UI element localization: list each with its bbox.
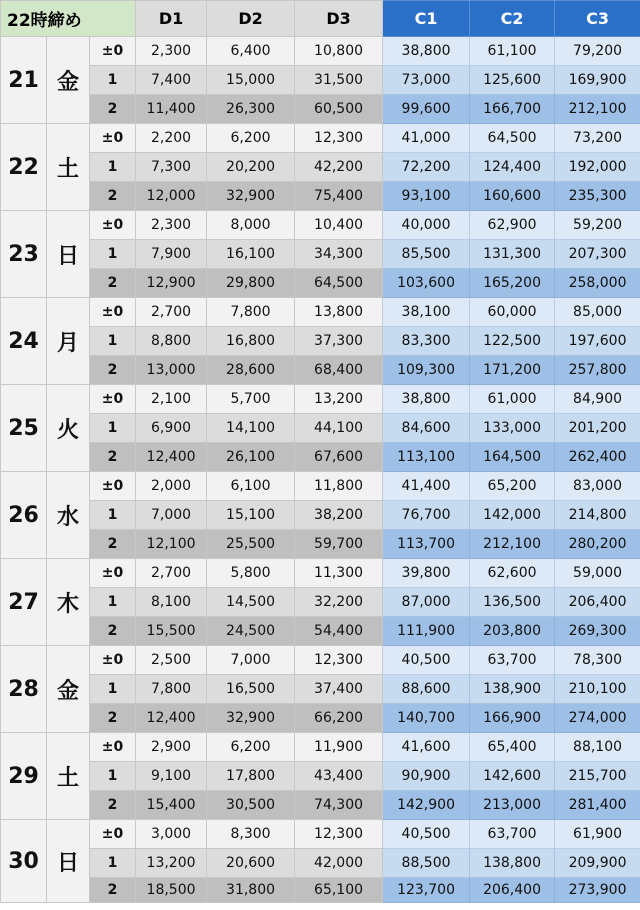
d2-value-cell: 5,800 (207, 559, 295, 588)
d1-value-cell: 18,500 (136, 878, 207, 903)
date-cell: 23 (1, 211, 47, 298)
offset-cell: 2 (90, 530, 136, 559)
offset-cell: 2 (90, 704, 136, 733)
c1-value-cell: 39,800 (383, 559, 470, 588)
date-cell: 27 (1, 559, 47, 646)
c3-value-cell: 84,900 (555, 385, 640, 414)
d2-value-cell: 6,200 (207, 733, 295, 762)
table-row (1, 820, 640, 849)
c1-value-cell: 142,900 (383, 791, 470, 820)
date-cell: 28 (1, 646, 47, 733)
d2-value-cell: 8,000 (207, 211, 295, 240)
c2-value-cell: 131,300 (470, 240, 555, 269)
offset-cell: 1 (90, 240, 136, 269)
c3-value-cell: 59,200 (555, 211, 640, 240)
d2-value-cell: 16,100 (207, 240, 295, 269)
offset-cell: 1 (90, 66, 136, 95)
d3-value-cell: 12,300 (295, 820, 383, 849)
d1-value-cell: 2,300 (136, 37, 207, 66)
d3-value-cell: 75,400 (295, 182, 383, 211)
offset-cell: 2 (90, 269, 136, 298)
c1-value-cell: 93,100 (383, 182, 470, 211)
d1-value-cell: 7,800 (136, 675, 207, 704)
c3-value-cell: 273,900 (555, 878, 640, 903)
c1-value-cell: 41,000 (383, 124, 470, 153)
table-row (1, 617, 640, 646)
offset-cell: 2 (90, 182, 136, 211)
c2-value-cell: 65,400 (470, 733, 555, 762)
table-row (1, 37, 640, 66)
d3-value-cell: 32,200 (295, 588, 383, 617)
c3-value-cell: 214,800 (555, 501, 640, 530)
d1-value-cell: 9,100 (136, 762, 207, 791)
c3-value-cell: 78,300 (555, 646, 640, 675)
d3-value-cell: 60,500 (295, 95, 383, 124)
c2-value-cell: 213,000 (470, 791, 555, 820)
table-row (1, 733, 640, 762)
table-row (1, 791, 640, 820)
c3-value-cell: 280,200 (555, 530, 640, 559)
c2-value-cell: 212,100 (470, 530, 555, 559)
c2-value-cell: 62,900 (470, 211, 555, 240)
d3-value-cell: 42,200 (295, 153, 383, 182)
d1-value-cell: 7,300 (136, 153, 207, 182)
c1-value-cell: 113,700 (383, 530, 470, 559)
table-row (1, 472, 640, 501)
table-row (1, 356, 640, 385)
weekday-cell: 金 (47, 646, 90, 733)
table-row (1, 530, 640, 559)
c2-value-cell: 165,200 (470, 269, 555, 298)
d1-value-cell: 3,000 (136, 820, 207, 849)
c3-value-cell: 61,900 (555, 820, 640, 849)
d3-value-cell: 12,300 (295, 124, 383, 153)
c3-value-cell: 85,000 (555, 298, 640, 327)
c1-value-cell: 40,000 (383, 211, 470, 240)
offset-cell: ±0 (90, 124, 136, 153)
d1-value-cell: 2,200 (136, 124, 207, 153)
table-body (1, 37, 640, 903)
c2-value-cell: 160,600 (470, 182, 555, 211)
column-header-d1: D1 (136, 1, 207, 37)
c3-value-cell: 235,300 (555, 182, 640, 211)
date-cell: 25 (1, 385, 47, 472)
table-row (1, 211, 640, 240)
d2-value-cell: 20,200 (207, 153, 295, 182)
d1-value-cell: 15,500 (136, 617, 207, 646)
date-cell: 26 (1, 472, 47, 559)
c2-value-cell: 171,200 (470, 356, 555, 385)
table-row (1, 414, 640, 443)
c3-value-cell: 206,400 (555, 588, 640, 617)
d2-value-cell: 26,100 (207, 443, 295, 472)
c3-value-cell: 274,000 (555, 704, 640, 733)
c1-value-cell: 76,700 (383, 501, 470, 530)
offset-cell: 1 (90, 414, 136, 443)
c3-value-cell: 201,200 (555, 414, 640, 443)
weekday-cell: 金 (47, 37, 90, 124)
d3-value-cell: 11,800 (295, 472, 383, 501)
d2-value-cell: 16,500 (207, 675, 295, 704)
c2-value-cell: 122,500 (470, 327, 555, 356)
c2-value-cell: 124,400 (470, 153, 555, 182)
c1-value-cell: 41,400 (383, 472, 470, 501)
c1-value-cell: 38,100 (383, 298, 470, 327)
table-row (1, 182, 640, 211)
table-row (1, 646, 640, 675)
d3-value-cell: 43,400 (295, 762, 383, 791)
c3-value-cell: 73,200 (555, 124, 640, 153)
c2-value-cell: 166,700 (470, 95, 555, 124)
d2-value-cell: 6,400 (207, 37, 295, 66)
offset-cell: 1 (90, 762, 136, 791)
c2-value-cell: 125,600 (470, 66, 555, 95)
offset-cell: 1 (90, 501, 136, 530)
table-row (1, 443, 640, 472)
c3-value-cell: 257,800 (555, 356, 640, 385)
d2-value-cell: 20,600 (207, 849, 295, 878)
c1-value-cell: 40,500 (383, 646, 470, 675)
d3-value-cell: 12,300 (295, 646, 383, 675)
d1-value-cell: 6,900 (136, 414, 207, 443)
offset-cell: 1 (90, 588, 136, 617)
d1-value-cell: 11,400 (136, 95, 207, 124)
d2-value-cell: 30,500 (207, 791, 295, 820)
c1-value-cell: 84,600 (383, 414, 470, 443)
c1-value-cell: 85,500 (383, 240, 470, 269)
table-row (1, 240, 640, 269)
d3-value-cell: 31,500 (295, 66, 383, 95)
d3-value-cell: 74,300 (295, 791, 383, 820)
c2-value-cell: 203,800 (470, 617, 555, 646)
d2-value-cell: 26,300 (207, 95, 295, 124)
weekday-cell: 土 (47, 733, 90, 820)
c3-value-cell: 210,100 (555, 675, 640, 704)
offset-cell: 1 (90, 327, 136, 356)
offset-cell: ±0 (90, 559, 136, 588)
c2-value-cell: 64,500 (470, 124, 555, 153)
d1-value-cell: 2,300 (136, 211, 207, 240)
header-row (1, 1, 640, 37)
d1-value-cell: 2,700 (136, 298, 207, 327)
c1-value-cell: 90,900 (383, 762, 470, 791)
column-header-c2: C2 (470, 1, 555, 37)
c3-value-cell: 192,000 (555, 153, 640, 182)
d1-value-cell: 2,100 (136, 385, 207, 414)
c1-value-cell: 73,000 (383, 66, 470, 95)
offset-cell: 1 (90, 849, 136, 878)
weekday-cell: 土 (47, 124, 90, 211)
offset-cell: ±0 (90, 646, 136, 675)
c2-value-cell: 166,900 (470, 704, 555, 733)
table-row (1, 327, 640, 356)
c2-value-cell: 63,700 (470, 646, 555, 675)
d2-value-cell: 16,800 (207, 327, 295, 356)
c2-value-cell: 60,000 (470, 298, 555, 327)
c3-value-cell: 207,300 (555, 240, 640, 269)
offset-cell: ±0 (90, 820, 136, 849)
d2-value-cell: 25,500 (207, 530, 295, 559)
c2-value-cell: 133,000 (470, 414, 555, 443)
date-cell: 29 (1, 733, 47, 820)
date-cell: 24 (1, 298, 47, 385)
d3-value-cell: 64,500 (295, 269, 383, 298)
d2-value-cell: 8,300 (207, 820, 295, 849)
d1-value-cell: 7,000 (136, 501, 207, 530)
offset-cell: 2 (90, 791, 136, 820)
table-row (1, 66, 640, 95)
d2-value-cell: 5,700 (207, 385, 295, 414)
c2-value-cell: 138,800 (470, 849, 555, 878)
date-cell: 30 (1, 820, 47, 903)
c2-value-cell: 136,500 (470, 588, 555, 617)
date-cell: 21 (1, 37, 47, 124)
table-row (1, 124, 640, 153)
d1-value-cell: 2,700 (136, 559, 207, 588)
offset-cell: ±0 (90, 37, 136, 66)
table-row (1, 704, 640, 733)
c1-value-cell: 113,100 (383, 443, 470, 472)
offset-cell: ±0 (90, 211, 136, 240)
c1-value-cell: 87,000 (383, 588, 470, 617)
d2-value-cell: 14,500 (207, 588, 295, 617)
offset-cell: 1 (90, 153, 136, 182)
table-title: 22時締め (1, 1, 136, 37)
d1-value-cell: 2,000 (136, 472, 207, 501)
offset-cell: 2 (90, 443, 136, 472)
d2-value-cell: 6,100 (207, 472, 295, 501)
d3-value-cell: 37,300 (295, 327, 383, 356)
table-row (1, 588, 640, 617)
c3-value-cell: 79,200 (555, 37, 640, 66)
c2-value-cell: 61,000 (470, 385, 555, 414)
d3-value-cell: 38,200 (295, 501, 383, 530)
d3-value-cell: 34,300 (295, 240, 383, 269)
table-row (1, 385, 640, 414)
c3-value-cell: 269,300 (555, 617, 640, 646)
table-row (1, 153, 640, 182)
offset-cell: ±0 (90, 298, 136, 327)
d3-value-cell: 44,100 (295, 414, 383, 443)
d2-value-cell: 31,800 (207, 878, 295, 903)
c3-value-cell: 212,100 (555, 95, 640, 124)
d1-value-cell: 2,900 (136, 733, 207, 762)
table-row (1, 501, 640, 530)
c3-value-cell: 262,400 (555, 443, 640, 472)
d1-value-cell: 7,400 (136, 66, 207, 95)
c2-value-cell: 138,900 (470, 675, 555, 704)
c3-value-cell: 197,600 (555, 327, 640, 356)
d2-value-cell: 28,600 (207, 356, 295, 385)
offset-cell: 2 (90, 878, 136, 903)
d3-value-cell: 11,900 (295, 733, 383, 762)
d2-value-cell: 29,800 (207, 269, 295, 298)
c2-value-cell: 65,200 (470, 472, 555, 501)
d3-value-cell: 13,200 (295, 385, 383, 414)
d2-value-cell: 7,000 (207, 646, 295, 675)
c3-value-cell: 281,400 (555, 791, 640, 820)
d1-value-cell: 15,400 (136, 791, 207, 820)
c1-value-cell: 88,600 (383, 675, 470, 704)
d2-value-cell: 32,900 (207, 704, 295, 733)
c2-value-cell: 142,600 (470, 762, 555, 791)
c2-value-cell: 62,600 (470, 559, 555, 588)
d2-value-cell: 32,900 (207, 182, 295, 211)
table-row (1, 95, 640, 124)
d1-value-cell: 7,900 (136, 240, 207, 269)
c1-value-cell: 140,700 (383, 704, 470, 733)
c1-value-cell: 88,500 (383, 849, 470, 878)
table-row (1, 559, 640, 588)
d2-value-cell: 24,500 (207, 617, 295, 646)
column-header-d3: D3 (295, 1, 383, 37)
offset-cell: 1 (90, 675, 136, 704)
c3-value-cell: 258,000 (555, 269, 640, 298)
table-row (1, 269, 640, 298)
offset-cell: ±0 (90, 733, 136, 762)
d1-value-cell: 12,100 (136, 530, 207, 559)
d3-value-cell: 10,800 (295, 37, 383, 66)
c1-value-cell: 38,800 (383, 37, 470, 66)
c1-value-cell: 109,300 (383, 356, 470, 385)
table-row (1, 298, 640, 327)
d3-value-cell: 66,200 (295, 704, 383, 733)
c2-value-cell: 63,700 (470, 820, 555, 849)
c2-value-cell: 61,100 (470, 37, 555, 66)
c1-value-cell: 111,900 (383, 617, 470, 646)
c1-value-cell: 103,600 (383, 269, 470, 298)
d1-value-cell: 12,000 (136, 182, 207, 211)
d1-value-cell: 13,200 (136, 849, 207, 878)
c2-value-cell: 142,000 (470, 501, 555, 530)
d3-value-cell: 59,700 (295, 530, 383, 559)
offset-cell: 2 (90, 95, 136, 124)
offset-cell: ±0 (90, 385, 136, 414)
d3-value-cell: 54,400 (295, 617, 383, 646)
c3-value-cell: 59,000 (555, 559, 640, 588)
d3-value-cell: 65,100 (295, 878, 383, 903)
d2-value-cell: 15,100 (207, 501, 295, 530)
d1-value-cell: 2,500 (136, 646, 207, 675)
d1-value-cell: 8,100 (136, 588, 207, 617)
d2-value-cell: 14,100 (207, 414, 295, 443)
offset-cell: ±0 (90, 472, 136, 501)
d1-value-cell: 12,400 (136, 704, 207, 733)
c3-value-cell: 209,900 (555, 849, 640, 878)
d3-value-cell: 37,400 (295, 675, 383, 704)
offset-cell: 2 (90, 356, 136, 385)
weekday-cell: 火 (47, 385, 90, 472)
column-header-d2: D2 (207, 1, 295, 37)
c3-value-cell: 88,100 (555, 733, 640, 762)
d2-value-cell: 15,000 (207, 66, 295, 95)
d1-value-cell: 13,000 (136, 356, 207, 385)
d2-value-cell: 17,800 (207, 762, 295, 791)
weekday-cell: 水 (47, 472, 90, 559)
c1-value-cell: 99,600 (383, 95, 470, 124)
table-row (1, 675, 640, 704)
c1-value-cell: 123,700 (383, 878, 470, 903)
table-row (1, 878, 640, 903)
column-header-c3: C3 (555, 1, 640, 37)
d3-value-cell: 42,000 (295, 849, 383, 878)
table-row (1, 762, 640, 791)
c1-value-cell: 40,500 (383, 820, 470, 849)
offset-cell: 2 (90, 617, 136, 646)
d3-value-cell: 11,300 (295, 559, 383, 588)
weekday-cell: 木 (47, 559, 90, 646)
d2-value-cell: 7,800 (207, 298, 295, 327)
d3-value-cell: 10,400 (295, 211, 383, 240)
d3-value-cell: 68,400 (295, 356, 383, 385)
c1-value-cell: 38,800 (383, 385, 470, 414)
weekday-cell: 月 (47, 298, 90, 385)
d2-value-cell: 6,200 (207, 124, 295, 153)
c3-value-cell: 83,000 (555, 472, 640, 501)
c2-value-cell: 206,400 (470, 878, 555, 903)
table-row (1, 849, 640, 878)
d1-value-cell: 8,800 (136, 327, 207, 356)
d3-value-cell: 67,600 (295, 443, 383, 472)
date-cell: 22 (1, 124, 47, 211)
c1-value-cell: 83,300 (383, 327, 470, 356)
c2-value-cell: 164,500 (470, 443, 555, 472)
d1-value-cell: 12,900 (136, 269, 207, 298)
weekday-cell: 日 (47, 820, 90, 903)
d1-value-cell: 12,400 (136, 443, 207, 472)
c1-value-cell: 72,200 (383, 153, 470, 182)
column-header-c1: C1 (383, 1, 470, 37)
c3-value-cell: 215,700 (555, 762, 640, 791)
d3-value-cell: 13,800 (295, 298, 383, 327)
weekday-cell: 日 (47, 211, 90, 298)
c3-value-cell: 169,900 (555, 66, 640, 95)
c1-value-cell: 41,600 (383, 733, 470, 762)
